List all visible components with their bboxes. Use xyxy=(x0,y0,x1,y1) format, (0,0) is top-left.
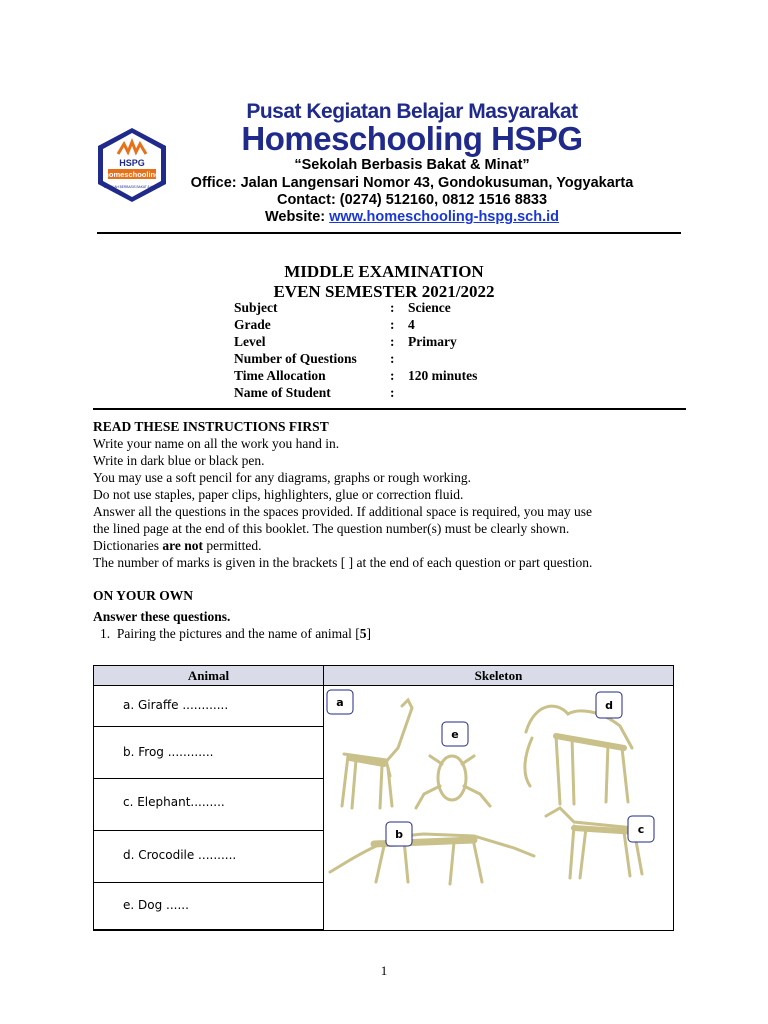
column-header-skeleton: Skeleton xyxy=(474,668,523,683)
instructions xyxy=(93,418,693,571)
tagline: “Sekolah Berbasis Bakat & Minat” xyxy=(294,157,530,173)
info-row: Number of Questions : xyxy=(234,351,395,366)
table-row: d. Crocodile .......... xyxy=(94,831,323,883)
exam-title: MIDDLE EXAMINATION xyxy=(284,262,484,281)
info-row: Name of Student : xyxy=(234,385,395,400)
contact-info: Contact: (0274) 512160, 0812 1516 8833 xyxy=(276,192,548,208)
table-row: b. Frog ............ xyxy=(94,727,323,779)
header-divider xyxy=(97,232,681,234)
office-address: Office: Jalan Langensari Nomor 43, Gondokusuman, Yogyakarta xyxy=(190,175,634,191)
info-row: Subject : Science xyxy=(234,300,451,315)
svg-text:d: d xyxy=(605,699,613,712)
svg-text:HSPG: HSPG xyxy=(119,158,145,168)
label-box-b xyxy=(386,822,412,846)
website-line xyxy=(0,209,768,225)
instruction-line: Answer all the questions in the spaces provided. If additional space is required, you may use xyxy=(93,504,592,519)
instruction-line: Do not use staples, paper clips, highlighters, glue or correction fluid. xyxy=(93,487,464,502)
dog-skeleton xyxy=(546,808,642,878)
instruction-line: Dictionaries are not permitted. xyxy=(93,538,262,553)
table-row: c. Elephant......... xyxy=(94,779,323,831)
instruction-line: The number of marks is given in the brackets [ ] at the end of each question or part question. xyxy=(93,555,593,570)
label-box-d xyxy=(596,692,622,718)
instruction-line: the lined page at the end of this booklet. The question number(s) must be clearly shown. xyxy=(93,521,570,536)
svg-text:homeschooling: homeschooling xyxy=(104,170,160,179)
question-1: 1. Pairing the pictures and the name of animal [5] xyxy=(100,626,372,641)
matching-table xyxy=(93,665,674,931)
instructions-heading: READ THESE INSTRUCTIONS FIRST xyxy=(93,419,329,434)
section-heading: ON YOUR OWN xyxy=(93,588,193,603)
section-subheading: Answer these questions. xyxy=(93,609,231,624)
table-header xyxy=(94,666,673,686)
label-box-e xyxy=(442,722,468,746)
table-row: e. Dog ...... xyxy=(94,883,323,930)
section xyxy=(93,587,693,625)
label-box-a xyxy=(327,690,353,714)
org-line2: Homeschooling HSPG xyxy=(241,120,583,157)
svg-text:e: e xyxy=(451,728,459,741)
svg-text:SEKOLAH BERBASIS BAKAT & MINAT: SEKOLAH BERBASIS BAKAT & MINAT xyxy=(103,185,161,189)
giraffe-skeleton xyxy=(342,700,412,808)
org-line1: Pusat Kegiatan Belajar Masyarakat xyxy=(246,100,578,123)
website-label: Website: xyxy=(264,209,330,225)
svg-text:b: b xyxy=(395,828,403,841)
page-number: 1 xyxy=(380,963,388,978)
skeleton-illustration xyxy=(324,686,673,930)
info-row: Grade : 4 xyxy=(234,317,415,332)
instruction-line: Write in dark blue or black pen. xyxy=(93,453,265,468)
elephant-skeleton xyxy=(525,706,632,804)
crocodile-skeleton xyxy=(330,834,534,884)
svg-text:a: a xyxy=(336,696,344,709)
instruction-line: You may use a soft pencil for any diagrams, graphs or rough working. xyxy=(93,470,472,485)
svg-text:c: c xyxy=(637,823,645,836)
info-row: Level : Primary xyxy=(234,334,457,349)
exam-semester: EVEN SEMESTER 2021/2022 xyxy=(273,282,495,301)
info-divider xyxy=(93,408,686,410)
exam-info xyxy=(234,300,477,402)
frog-skeleton xyxy=(416,756,490,808)
instruction-line: Write your name on all the work you hand in. xyxy=(93,436,340,451)
column-header-animal: Animal xyxy=(187,668,230,683)
table-row: a. Giraffe ............ xyxy=(94,686,323,727)
label-box-c xyxy=(628,816,654,842)
info-row: Time Allocation : 120 minutes xyxy=(234,368,478,383)
website-link[interactable]: www.homeschooling-hspg.sch.id xyxy=(329,209,560,225)
